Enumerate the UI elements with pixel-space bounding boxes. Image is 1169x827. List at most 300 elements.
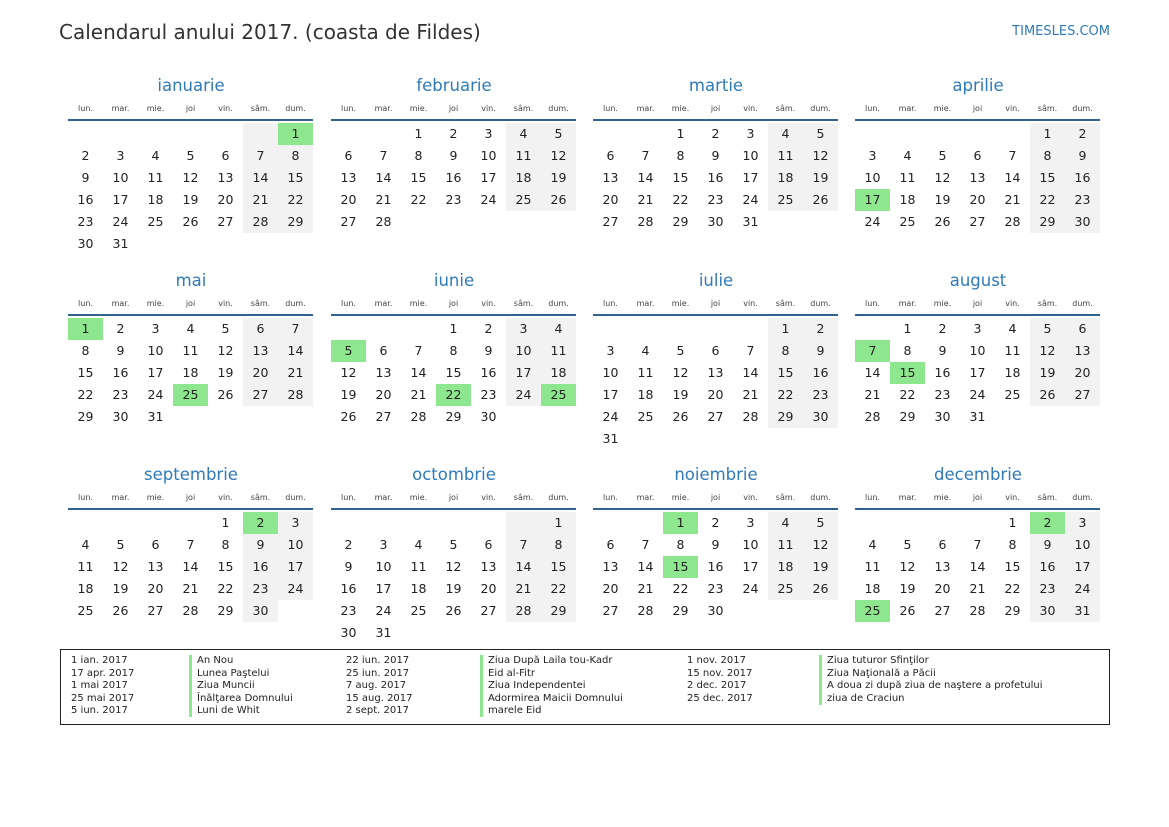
day-cell[interactable]: 16 — [934, 365, 951, 380]
day-cell[interactable]: 18 — [541, 362, 576, 384]
day-cell[interactable]: 8 — [221, 537, 230, 552]
day-cell[interactable]: 26 — [803, 578, 838, 600]
day-cell[interactable]: 17 — [112, 192, 129, 207]
day-cell[interactable]: 16 — [480, 365, 497, 380]
day-cell[interactable]: 27 — [340, 214, 357, 229]
day-cell[interactable]: 8 — [541, 534, 576, 556]
day-cell[interactable]: 27 — [602, 214, 619, 229]
day-cell[interactable]: 25 — [637, 409, 654, 424]
day-cell[interactable]: 10 — [969, 343, 986, 358]
day-cell[interactable]: 8 — [81, 343, 90, 358]
day-cell[interactable]: 26 — [217, 387, 234, 402]
day-cell[interactable]: 15 — [445, 365, 462, 380]
day-cell[interactable]: 12 — [803, 534, 838, 556]
day-cell[interactable]: 12 — [112, 559, 129, 574]
day-cell[interactable]: 13 — [602, 170, 619, 185]
day-cell[interactable]: 13 — [147, 559, 164, 574]
day-cell[interactable]: 14 — [637, 170, 654, 185]
day-cell[interactable]: 13 — [375, 365, 392, 380]
day-cell[interactable]: 15 — [890, 362, 925, 384]
day-cell[interactable]: 12 — [541, 145, 576, 167]
day-cell[interactable]: 7 — [1008, 148, 1017, 163]
day-cell[interactable]: 18 — [768, 556, 803, 578]
day-cell[interactable]: 9 — [484, 343, 493, 358]
day-cell[interactable]: 5 — [903, 537, 912, 552]
day-cell[interactable]: 17 — [742, 559, 759, 574]
day-cell[interactable]: 7 — [278, 318, 313, 340]
day-cell[interactable]: 21 — [278, 362, 313, 384]
day-cell[interactable]: 10 — [742, 148, 759, 163]
day-cell[interactable]: 6 — [484, 537, 493, 552]
day-cell[interactable]: 28 — [375, 214, 392, 229]
day-cell[interactable]: 2 — [344, 537, 353, 552]
day-cell[interactable]: 19 — [112, 581, 129, 596]
day-cell[interactable]: 8 — [676, 537, 685, 552]
day-cell[interactable]: 3 — [606, 343, 615, 358]
day-cell[interactable]: 23 — [1030, 578, 1065, 600]
day-cell[interactable]: 11 — [768, 534, 803, 556]
day-cell[interactable]: 7 — [506, 534, 541, 556]
day-cell[interactable]: 13 — [707, 365, 724, 380]
day-cell[interactable]: 15 — [1030, 167, 1065, 189]
day-cell[interactable]: 13 — [340, 170, 357, 185]
day-cell[interactable]: 28 — [278, 384, 313, 406]
day-cell[interactable]: 17 — [602, 387, 619, 402]
day-cell[interactable]: 21 — [182, 581, 199, 596]
day-cell[interactable]: 20 — [340, 192, 357, 207]
day-cell[interactable]: 17 — [375, 581, 392, 596]
day-cell[interactable]: 7 — [243, 145, 278, 167]
day-cell[interactable]: 10 — [375, 559, 392, 574]
day-cell[interactable]: 29 — [672, 214, 689, 229]
day-cell[interactable]: 29 — [541, 600, 576, 622]
day-cell[interactable]: 30 — [112, 409, 129, 424]
day-cell[interactable]: 14 — [243, 167, 278, 189]
day-cell[interactable]: 22 — [1004, 581, 1021, 596]
day-cell[interactable]: 10 — [864, 170, 881, 185]
day-cell[interactable]: 2 — [938, 321, 947, 336]
day-cell[interactable]: 24 — [742, 192, 759, 207]
day-cell[interactable]: 10 — [112, 170, 129, 185]
day-cell[interactable]: 9 — [711, 148, 720, 163]
day-cell[interactable]: 3 — [746, 126, 755, 141]
day-cell[interactable]: 4 — [903, 148, 912, 163]
day-cell[interactable]: 7 — [855, 340, 890, 362]
day-cell[interactable]: 1 — [449, 321, 458, 336]
day-cell[interactable]: 25 — [855, 600, 890, 622]
day-cell[interactable]: 16 — [707, 170, 724, 185]
day-cell[interactable]: 27 — [1065, 384, 1100, 406]
day-cell[interactable]: 27 — [217, 214, 234, 229]
day-cell[interactable]: 5 — [116, 537, 125, 552]
day-cell[interactable]: 24 — [278, 578, 313, 600]
day-cell[interactable]: 18 — [864, 581, 881, 596]
day-cell[interactable]: 1 — [663, 512, 698, 534]
day-cell[interactable]: 6 — [1065, 318, 1100, 340]
day-cell[interactable]: 26 — [112, 603, 129, 618]
day-cell[interactable]: 18 — [147, 192, 164, 207]
day-cell[interactable]: 27 — [602, 603, 619, 618]
day-cell[interactable]: 16 — [445, 170, 462, 185]
day-cell[interactable]: 9 — [116, 343, 125, 358]
day-cell[interactable]: 4 — [868, 537, 877, 552]
day-cell[interactable]: 12 — [217, 343, 234, 358]
day-cell[interactable]: 12 — [445, 559, 462, 574]
day-cell[interactable]: 18 — [899, 192, 916, 207]
day-cell[interactable]: 2 — [116, 321, 125, 336]
day-cell[interactable]: 30 — [934, 409, 951, 424]
day-cell[interactable]: 11 — [506, 145, 541, 167]
day-cell[interactable]: 11 — [541, 340, 576, 362]
day-cell[interactable]: 25 — [899, 214, 916, 229]
day-cell[interactable]: 14 — [410, 365, 427, 380]
day-cell[interactable]: 21 — [742, 387, 759, 402]
day-cell[interactable]: 4 — [151, 148, 160, 163]
day-cell[interactable]: 11 — [77, 559, 94, 574]
day-cell[interactable]: 8 — [449, 343, 458, 358]
day-cell[interactable]: 7 — [379, 148, 388, 163]
day-cell[interactable]: 28 — [969, 603, 986, 618]
day-cell[interactable]: 17 — [742, 170, 759, 185]
day-cell[interactable]: 9 — [1065, 145, 1100, 167]
day-cell[interactable]: 11 — [864, 559, 881, 574]
day-cell[interactable]: 22 — [436, 384, 471, 406]
day-cell[interactable]: 11 — [637, 365, 654, 380]
day-cell[interactable]: 5 — [331, 340, 366, 362]
day-cell[interactable]: 13 — [934, 559, 951, 574]
day-cell[interactable]: 4 — [1008, 321, 1017, 336]
day-cell[interactable]: 23 — [480, 387, 497, 402]
day-cell[interactable]: 24 — [1065, 578, 1100, 600]
day-cell[interactable]: 9 — [803, 340, 838, 362]
day-cell[interactable]: 19 — [803, 556, 838, 578]
day-cell[interactable]: 20 — [934, 581, 951, 596]
day-cell[interactable]: 27 — [375, 409, 392, 424]
day-cell[interactable]: 12 — [672, 365, 689, 380]
day-cell[interactable]: 20 — [969, 192, 986, 207]
day-cell[interactable]: 3 — [746, 515, 755, 530]
day-cell[interactable]: 16 — [340, 581, 357, 596]
day-cell[interactable]: 1 — [68, 318, 103, 340]
day-cell[interactable]: 13 — [1065, 340, 1100, 362]
day-cell[interactable]: 21 — [637, 581, 654, 596]
day-cell[interactable]: 19 — [899, 581, 916, 596]
day-cell[interactable]: 8 — [768, 340, 803, 362]
day-cell[interactable]: 1 — [414, 126, 423, 141]
day-cell[interactable]: 10 — [506, 340, 541, 362]
day-cell[interactable]: 13 — [480, 559, 497, 574]
day-cell[interactable]: 4 — [641, 343, 650, 358]
day-cell[interactable]: 20 — [375, 387, 392, 402]
day-cell[interactable]: 20 — [707, 387, 724, 402]
day-cell[interactable]: 16 — [1065, 167, 1100, 189]
day-cell[interactable]: 14 — [637, 559, 654, 574]
day-cell[interactable]: 28 — [742, 409, 759, 424]
day-cell[interactable]: 31 — [112, 236, 129, 251]
day-cell[interactable]: 25 — [506, 189, 541, 211]
day-cell[interactable]: 22 — [768, 384, 803, 406]
day-cell[interactable]: 18 — [637, 387, 654, 402]
day-cell[interactable]: 28 — [243, 211, 278, 233]
day-cell[interactable]: 22 — [1030, 189, 1065, 211]
day-cell[interactable]: 14 — [969, 559, 986, 574]
day-cell[interactable]: 19 — [217, 365, 234, 380]
day-cell[interactable]: 4 — [768, 512, 803, 534]
day-cell[interactable]: 25 — [410, 603, 427, 618]
day-cell[interactable]: 16 — [1030, 556, 1065, 578]
day-cell[interactable]: 6 — [711, 343, 720, 358]
day-cell[interactable]: 15 — [768, 362, 803, 384]
day-cell[interactable]: 2 — [711, 515, 720, 530]
day-cell[interactable]: 10 — [278, 534, 313, 556]
day-cell[interactable]: 12 — [934, 170, 951, 185]
day-cell[interactable]: 29 — [899, 409, 916, 424]
day-cell[interactable]: 30 — [1065, 211, 1100, 233]
day-cell[interactable]: 30 — [803, 406, 838, 428]
day-cell[interactable]: 8 — [1008, 537, 1017, 552]
day-cell[interactable]: 29 — [217, 603, 234, 618]
day-cell[interactable]: 28 — [637, 603, 654, 618]
day-cell[interactable]: 14 — [742, 365, 759, 380]
day-cell[interactable]: 9 — [1030, 534, 1065, 556]
site-link[interactable]: TIMESLES.COM — [1012, 24, 1110, 39]
day-cell[interactable]: 4 — [186, 321, 195, 336]
day-cell[interactable]: 28 — [410, 409, 427, 424]
day-cell[interactable]: 21 — [506, 578, 541, 600]
day-cell[interactable]: 23 — [77, 214, 94, 229]
day-cell[interactable]: 2 — [711, 126, 720, 141]
day-cell[interactable]: 28 — [864, 409, 881, 424]
day-cell[interactable]: 11 — [182, 343, 199, 358]
day-cell[interactable]: 30 — [243, 600, 278, 622]
day-cell[interactable]: 3 — [116, 148, 125, 163]
day-cell[interactable]: 16 — [803, 362, 838, 384]
day-cell[interactable]: 22 — [672, 192, 689, 207]
day-cell[interactable]: 7 — [641, 537, 650, 552]
day-cell[interactable]: 24 — [602, 409, 619, 424]
day-cell[interactable]: 2 — [81, 148, 90, 163]
day-cell[interactable]: 21 — [375, 192, 392, 207]
day-cell[interactable]: 15 — [217, 559, 234, 574]
day-cell[interactable]: 3 — [484, 126, 493, 141]
day-cell[interactable]: 1 — [278, 123, 313, 145]
day-cell[interactable]: 26 — [899, 603, 916, 618]
day-cell[interactable]: 11 — [1004, 343, 1021, 358]
day-cell[interactable]: 23 — [934, 387, 951, 402]
day-cell[interactable]: 29 — [1030, 211, 1065, 233]
day-cell[interactable]: 6 — [151, 537, 160, 552]
day-cell[interactable]: 19 — [934, 192, 951, 207]
day-cell[interactable]: 23 — [243, 578, 278, 600]
day-cell[interactable]: 30 — [340, 625, 357, 640]
day-cell[interactable]: 25 — [1004, 387, 1021, 402]
day-cell[interactable]: 18 — [182, 365, 199, 380]
day-cell[interactable]: 28 — [637, 214, 654, 229]
day-cell[interactable]: 29 — [445, 409, 462, 424]
day-cell[interactable]: 6 — [938, 537, 947, 552]
day-cell[interactable]: 30 — [480, 409, 497, 424]
day-cell[interactable]: 14 — [182, 559, 199, 574]
day-cell[interactable]: 30 — [1030, 600, 1065, 622]
day-cell[interactable]: 29 — [278, 211, 313, 233]
day-cell[interactable]: 20 — [1065, 362, 1100, 384]
day-cell[interactable]: 18 — [410, 581, 427, 596]
day-cell[interactable]: 16 — [707, 559, 724, 574]
day-cell[interactable]: 24 — [742, 581, 759, 596]
day-cell[interactable]: 7 — [414, 343, 423, 358]
day-cell[interactable]: 28 — [506, 600, 541, 622]
day-cell[interactable]: 7 — [186, 537, 195, 552]
day-cell[interactable]: 11 — [147, 170, 164, 185]
day-cell[interactable]: 7 — [746, 343, 755, 358]
day-cell[interactable]: 20 — [243, 362, 278, 384]
day-cell[interactable]: 10 — [742, 537, 759, 552]
day-cell[interactable]: 15 — [541, 556, 576, 578]
day-cell[interactable]: 5 — [676, 343, 685, 358]
day-cell[interactable]: 9 — [243, 534, 278, 556]
day-cell[interactable]: 25 — [173, 384, 208, 406]
day-cell[interactable]: 29 — [1004, 603, 1021, 618]
day-cell[interactable]: 6 — [973, 148, 982, 163]
day-cell[interactable]: 5 — [803, 123, 838, 145]
day-cell[interactable]: 26 — [445, 603, 462, 618]
day-cell[interactable]: 2 — [484, 321, 493, 336]
day-cell[interactable]: 13 — [243, 340, 278, 362]
day-cell[interactable]: 27 — [934, 603, 951, 618]
day-cell[interactable]: 19 — [340, 387, 357, 402]
day-cell[interactable]: 2 — [449, 126, 458, 141]
day-cell[interactable]: 19 — [445, 581, 462, 596]
day-cell[interactable]: 17 — [1065, 556, 1100, 578]
day-cell[interactable]: 8 — [903, 343, 912, 358]
day-cell[interactable]: 1 — [541, 512, 576, 534]
day-cell[interactable]: 31 — [375, 625, 392, 640]
day-cell[interactable]: 24 — [480, 192, 497, 207]
day-cell[interactable]: 17 — [480, 170, 497, 185]
day-cell[interactable]: 29 — [77, 409, 94, 424]
day-cell[interactable]: 27 — [147, 603, 164, 618]
day-cell[interactable]: 25 — [147, 214, 164, 229]
day-cell[interactable]: 9 — [344, 559, 353, 574]
day-cell[interactable]: 3 — [379, 537, 388, 552]
day-cell[interactable]: 8 — [414, 148, 423, 163]
day-cell[interactable]: 21 — [864, 387, 881, 402]
day-cell[interactable]: 28 — [182, 603, 199, 618]
day-cell[interactable]: 27 — [969, 214, 986, 229]
day-cell[interactable]: 21 — [1004, 192, 1021, 207]
day-cell[interactable]: 1 — [1030, 123, 1065, 145]
day-cell[interactable]: 8 — [1030, 145, 1065, 167]
day-cell[interactable]: 4 — [768, 123, 803, 145]
day-cell[interactable]: 1 — [676, 126, 685, 141]
day-cell[interactable]: 17 — [506, 362, 541, 384]
day-cell[interactable]: 12 — [899, 559, 916, 574]
day-cell[interactable]: 1 — [221, 515, 230, 530]
day-cell[interactable]: 22 — [410, 192, 427, 207]
day-cell[interactable]: 12 — [1030, 340, 1065, 362]
day-cell[interactable]: 25 — [768, 578, 803, 600]
day-cell[interactable]: 15 — [77, 365, 94, 380]
day-cell[interactable]: 6 — [221, 148, 230, 163]
day-cell[interactable]: 22 — [77, 387, 94, 402]
day-cell[interactable]: 10 — [1065, 534, 1100, 556]
day-cell[interactable]: 18 — [1004, 365, 1021, 380]
day-cell[interactable]: 3 — [151, 321, 160, 336]
day-cell[interactable]: 4 — [414, 537, 423, 552]
day-cell[interactable]: 17 — [278, 556, 313, 578]
day-cell[interactable]: 24 — [506, 384, 541, 406]
day-cell[interactable]: 14 — [1004, 170, 1021, 185]
day-cell[interactable]: 24 — [864, 214, 881, 229]
day-cell[interactable]: 22 — [278, 189, 313, 211]
day-cell[interactable]: 5 — [541, 123, 576, 145]
day-cell[interactable]: 2 — [243, 512, 278, 534]
day-cell[interactable]: 4 — [506, 123, 541, 145]
day-cell[interactable]: 31 — [1065, 600, 1100, 622]
day-cell[interactable]: 31 — [742, 214, 759, 229]
day-cell[interactable]: 1 — [768, 318, 803, 340]
day-cell[interactable]: 29 — [672, 603, 689, 618]
day-cell[interactable]: 27 — [707, 409, 724, 424]
day-cell[interactable]: 12 — [182, 170, 199, 185]
day-cell[interactable]: 23 — [340, 603, 357, 618]
day-cell[interactable]: 28 — [1004, 214, 1021, 229]
day-cell[interactable]: 24 — [147, 387, 164, 402]
day-cell[interactable]: 17 — [855, 189, 890, 211]
day-cell[interactable]: 6 — [606, 148, 615, 163]
day-cell[interactable]: 30 — [707, 214, 724, 229]
day-cell[interactable]: 12 — [340, 365, 357, 380]
day-cell[interactable]: 25 — [768, 189, 803, 211]
day-cell[interactable]: 23 — [803, 384, 838, 406]
day-cell[interactable]: 21 — [969, 581, 986, 596]
day-cell[interactable]: 11 — [410, 559, 427, 574]
day-cell[interactable]: 27 — [480, 603, 497, 618]
day-cell[interactable]: 2 — [1030, 512, 1065, 534]
day-cell[interactable]: 3 — [506, 318, 541, 340]
day-cell[interactable]: 2 — [803, 318, 838, 340]
day-cell[interactable]: 26 — [672, 409, 689, 424]
day-cell[interactable]: 15 — [410, 170, 427, 185]
day-cell[interactable]: 11 — [768, 145, 803, 167]
day-cell[interactable]: 23 — [707, 192, 724, 207]
day-cell[interactable]: 23 — [707, 581, 724, 596]
day-cell[interactable]: 5 — [1030, 318, 1065, 340]
day-cell[interactable]: 9 — [449, 148, 458, 163]
day-cell[interactable]: 19 — [672, 387, 689, 402]
day-cell[interactable]: 24 — [112, 214, 129, 229]
day-cell[interactable]: 5 — [938, 148, 947, 163]
day-cell[interactable]: 19 — [1030, 362, 1065, 384]
day-cell[interactable]: 26 — [340, 409, 357, 424]
day-cell[interactable]: 16 — [243, 556, 278, 578]
day-cell[interactable]: 19 — [803, 167, 838, 189]
day-cell[interactable]: 10 — [147, 343, 164, 358]
day-cell[interactable]: 13 — [602, 559, 619, 574]
day-cell[interactable]: 20 — [217, 192, 234, 207]
day-cell[interactable]: 26 — [803, 189, 838, 211]
day-cell[interactable]: 30 — [77, 236, 94, 251]
day-cell[interactable]: 1 — [903, 321, 912, 336]
day-cell[interactable]: 5 — [186, 148, 195, 163]
day-cell[interactable]: 17 — [969, 365, 986, 380]
day-cell[interactable]: 7 — [973, 537, 982, 552]
day-cell[interactable]: 30 — [707, 603, 724, 618]
day-cell[interactable]: 18 — [768, 167, 803, 189]
day-cell[interactable]: 14 — [506, 556, 541, 578]
day-cell[interactable]: 15 — [663, 556, 698, 578]
day-cell[interactable]: 21 — [410, 387, 427, 402]
